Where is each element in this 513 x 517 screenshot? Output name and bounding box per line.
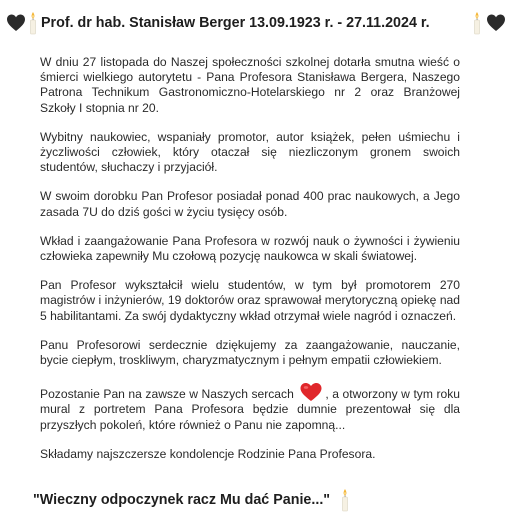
candle-icon xyxy=(340,488,350,512)
red-heart-icon xyxy=(299,382,323,402)
closing-line xyxy=(33,488,350,512)
left-emoji-group xyxy=(6,11,38,35)
paragraph-achievements: W swoim dorobku Pan Profesor posiadał ponad 400 prac naukowych, a Jego zasada 7U do dziś gości w życiu tysięcy osób. xyxy=(40,189,460,219)
black-heart-icon xyxy=(486,13,506,33)
announcement-body xyxy=(40,55,460,462)
closing-prayer: "Wieczny odpoczynek racz Mu dać Panie..." xyxy=(33,492,331,508)
remembrance-text-start: Pozostanie Pan na zawsze w Naszych sercach xyxy=(40,387,294,402)
paragraph-thanks: Panu Profesorowi serdecznie dziękujemy za zaangażowanie, nauczanie, bycie ciepłym, troskliwym, charyzmatycznym i pełnym empatii człowiekiem. xyxy=(40,337,460,368)
paragraph-character: Wybitny naukowiec, wspaniały promotor, autor książek, pełen uśmiechu i życzliwości człowiek, który otaczał się niezliczonym gronem swoich studentów, słuchaczy i przyjaciół. xyxy=(40,129,460,175)
candle-icon xyxy=(28,11,38,35)
paragraph-condolences: Składamy najszczersze kondolencje Rodzinie Pana Profesora. xyxy=(40,446,376,461)
paragraph-students: Pan Profesor wykształcił wielu studentów, w tym był promotorem 270 magistrów i inżynierów, 19 doktorów oraz sprawował merytoryczną opiekę nad 5 habilitantami. Za swój dydaktyczny wkład otrzymał wiele nagród i oznaczeń. xyxy=(40,278,460,323)
paragraph-announcement: W dniu 27 listopada do Naszej społeczności szkolnej dotarła smutna wieść o śmierci wielkiego autorytetu - Pana Profesora Stanisława Bergera, Naszego Patrona Technikum Gastronomiczno-Hotelarskiego nr 2 oraz Branżowej Szkoły I stopnia nr 20. xyxy=(40,55,460,115)
paragraph-contribution: Wkład i zaangażowanie Pana Profesora w rozwój nauk o żywności i żywieniu człowieka zapewniły Mu czołową pozycję naukowca w skali światowej. xyxy=(40,233,460,264)
paragraph-remembrance xyxy=(40,382,460,433)
black-heart-icon xyxy=(6,13,26,33)
right-emoji-group xyxy=(472,11,506,35)
page-title: Prof. dr hab. Stanisław Berger 13.09.1923 r. - 27.11.2024 r. xyxy=(41,15,430,31)
remembrance-text-end: , a otworzony w tym roku mural z portretem Pana Profesora będzie dumnie prezentował się dla przyszłych pokoleń, które również o Panu nie zapomną... xyxy=(40,387,460,432)
candle-icon xyxy=(472,11,482,35)
header xyxy=(6,9,506,37)
